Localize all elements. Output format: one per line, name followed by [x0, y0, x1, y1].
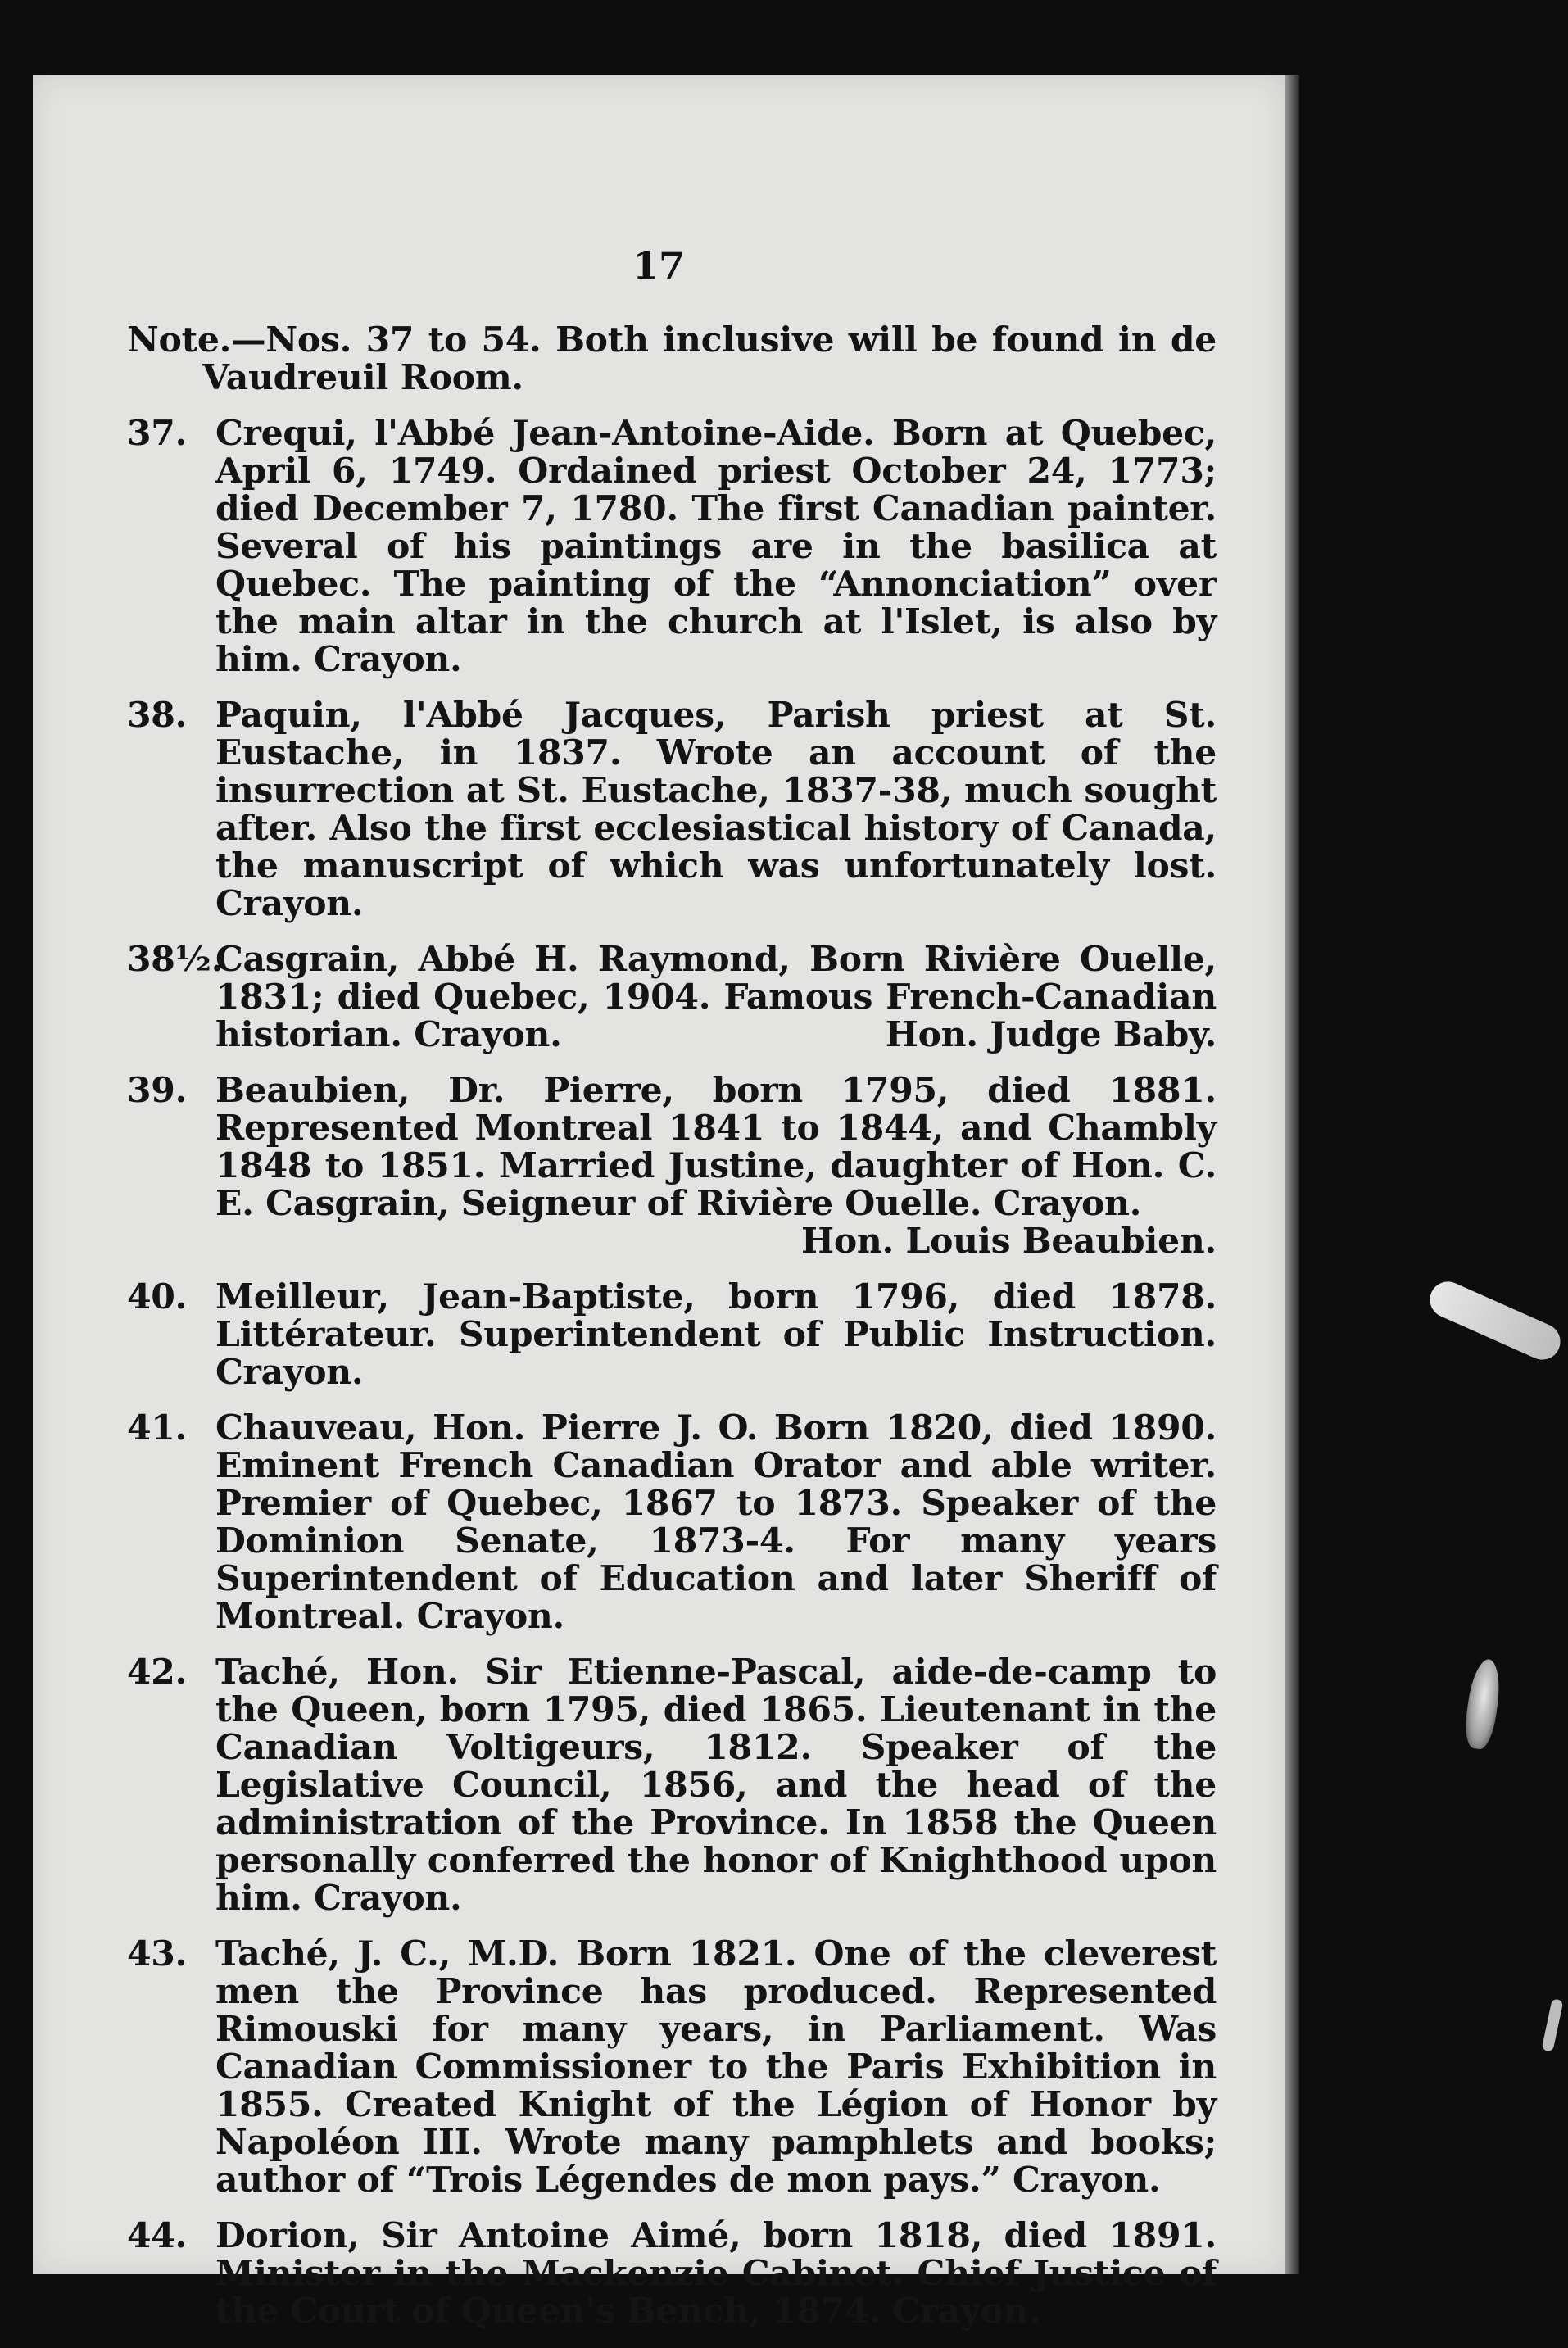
- entry-text: Taché, Hon. Sir Etienne-Pascal, aide-de-camp to the Queen, born 1795, died 1865. Lieutenant in the Canadian Voltigeurs, 1812. Speaker of the Legislative Council, 1856, and the head of the administration of the Province. In 1858 the Queen personally conferred the honor of Knighthood upon him. Crayon.: [215, 1652, 1217, 1919]
- entry-body: [215, 1935, 1217, 2199]
- scan-smudge: [1462, 1657, 1504, 1751]
- entry-body: [215, 1072, 1217, 1260]
- scan-speck: [1541, 1998, 1563, 2052]
- catalog-entry: [127, 1072, 1217, 1260]
- entry-credit: Hon. Louis Beaubien.: [801, 1221, 1217, 1262]
- catalog-entry: [127, 696, 1217, 922]
- catalog-entry: [127, 1409, 1217, 1635]
- book-page: [33, 75, 1285, 2332]
- entry-number: 43.: [127, 1933, 188, 1974]
- catalog-entry: [127, 1653, 1217, 1917]
- entry-text: Beaubien, Dr. Pierre, born 1795, died 1881. Represented Montreal 1841 to 1844, and Chambly 1848 to 1851. Married Justine, daughter of Hon. C. E. Casgrain, Seigneur of Rivière Ouelle. Crayon.: [215, 1070, 1217, 1224]
- entry-text: Dorion, Sir Antoine Aimé, born 1818, died 1891. Minister in the Mackenzie Cabinet. Chief Justice of the Court of Queen's Bench, 1874. Crayon.: [215, 2215, 1217, 2332]
- entry-text: Casgrain, Abbé H. Raymond, Born Rivière Ouelle, 1831; died Quebec, 1904. Famous French-Canadian historian. Crayon.: [215, 939, 1217, 1055]
- entry-body: [215, 1653, 1217, 1917]
- scan-glare: [1424, 1276, 1566, 1365]
- catalog-entry: [127, 1935, 1217, 2199]
- page-content: [127, 321, 1217, 2348]
- entry-text: Meilleur, Jean-Baptiste, born 1796, died 1878. Littérateur. Superintendent of Public Instruction. Crayon.: [215, 1276, 1217, 1393]
- entry-body: [215, 941, 1217, 1054]
- catalog-entry: [127, 941, 1217, 1054]
- entry-text: Paquin, l'Abbé Jacques, Parish priest at St. Eustache, in 1837. Wrote an account of the insurrection at St. Eustache, 1837-38, much sought after. Also the first ecclesiastical history of Canada, the manuscript of which was unfortunately lost. Crayon.: [215, 695, 1217, 924]
- entry-body: [215, 1278, 1217, 1391]
- page-number: 17: [632, 243, 685, 288]
- entry-text: Chauveau, Hon. Pierre J. O. Born 1820, died 1890. Eminent French Canadian Orator and able writer. Premier of Quebec, 1867 to 1873. Speaker of the Dominion Senate, 1873-4. For many years Superintendent of Education and later Sheriff of Montreal. Crayon.: [215, 1407, 1217, 1637]
- entry-text: Taché, J. C., M.D. Born 1821. One of the cleverest men the Province has produced. Represented Rimouski for many years, in Parliament. Was Canadian Commissioner to the Paris Exhibition in 1855. Created Knight of the Légion of Honor by Napoléon III. Wrote many pamphlets and books; author of “Trois Légendes de mon pays.” Crayon.: [215, 1933, 1217, 2201]
- entry-text: Crequi, l'Abbé Jean-Antoine-Aide. Born at Quebec, April 6, 1749. Ordained priest October 24, 1773; died December 7, 1780. The first Canadian painter. Several of his paintings are in the basilica at Quebec. The painting of the “Annonciation” over the main altar in the church at l'Islet, is also by him. Crayon.: [215, 413, 1217, 680]
- entry-body: [215, 2217, 1217, 2330]
- entry-number: 42.: [127, 1652, 188, 1693]
- entry-number: 40.: [127, 1276, 188, 1317]
- note-paragraph: Note.—Nos. 37 to 54. Both inclusive will be found in de Vaudreuil Room.: [127, 320, 1217, 398]
- catalog-entry: [127, 1278, 1217, 1391]
- catalog-entry: [127, 415, 1217, 678]
- entry-body: [215, 415, 1217, 678]
- entry-number: 39.: [127, 1070, 188, 1111]
- entry-number: 41.: [127, 1407, 188, 1448]
- page-edge-shadow: [1285, 75, 1299, 2274]
- entry-body: [215, 696, 1217, 922]
- entry-credit: Hon. Judge Baby.: [885, 1014, 1217, 1055]
- entry-number: 38½.: [127, 939, 224, 980]
- entry-body: [215, 1409, 1217, 1635]
- entry-number: 38.: [127, 695, 188, 736]
- entry-number: 44.: [127, 2215, 188, 2256]
- catalog-entry: [127, 2217, 1217, 2330]
- entry-number: 37.: [127, 413, 188, 454]
